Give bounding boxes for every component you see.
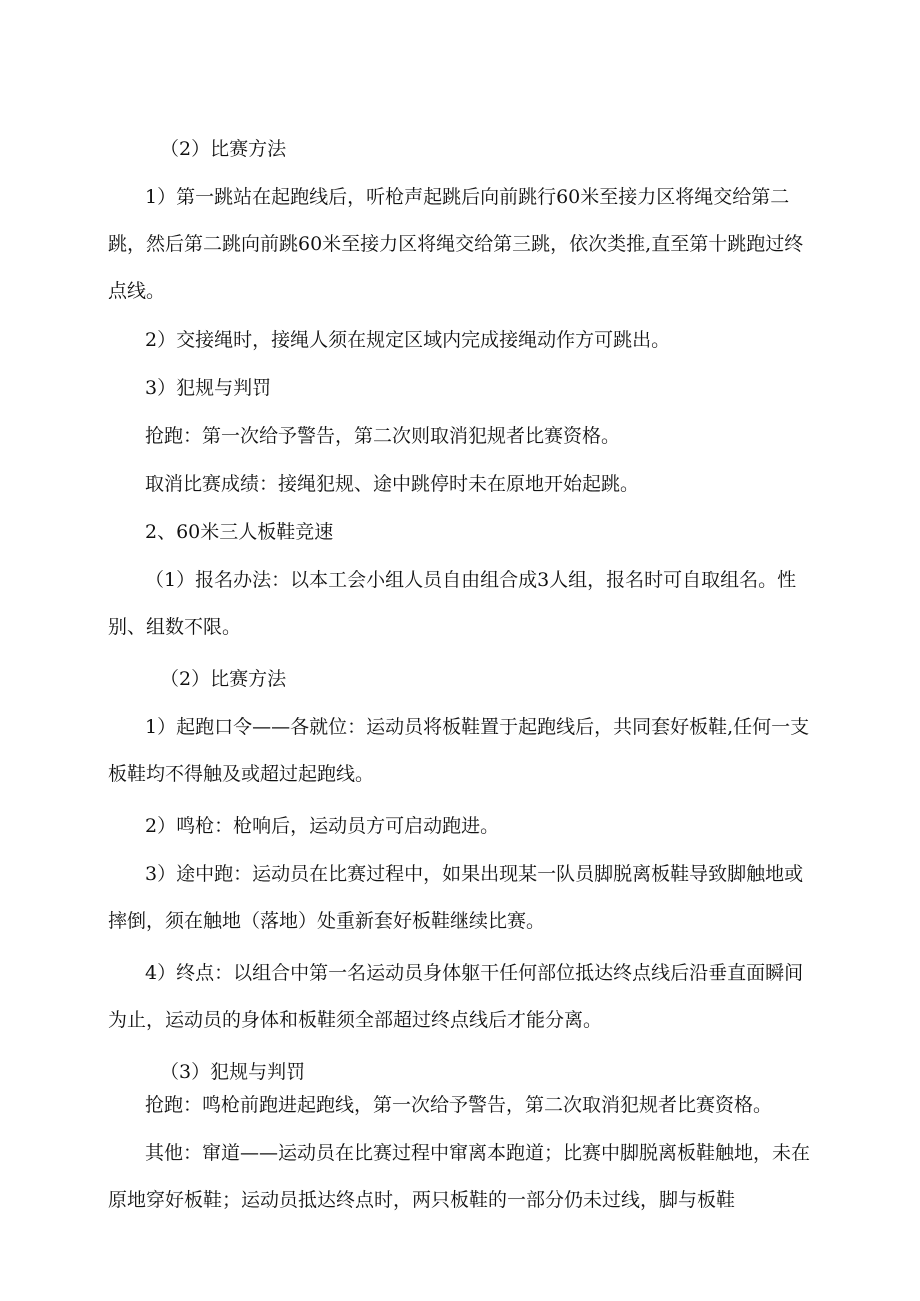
paragraph-other-fouls: 其他：窜道——运动员在比赛过程中窜离本跑道；比赛中脚脱离板鞋触地，未在原地穿好板鞋；运动员抵达终点时，两只板鞋的一部分仍未过线，脚与板鞋 — [108, 1142, 811, 1211]
paragraph-relay-rule-2: 2）交接绳时，接绳人须在规定区域内完成接绳动作方可跳出。 — [145, 329, 671, 351]
paragraph-midway-run: 3）途中跑：运动员在比赛过程中，如果出现某一队员脚脱离板鞋导致脚触地或摔倒，须在触地（落地）处重新套好板鞋继续比赛。 — [108, 863, 804, 932]
heading-fouls-penalties: 3）犯规与判罚 — [145, 377, 272, 399]
heading-competition-method-2: （2）比赛方法 — [160, 668, 287, 690]
paragraph-gunshot: 2）鸣枪：枪响后，运动员方可启动跑进。 — [145, 815, 500, 837]
paragraph-relay-rule-1: 1）第一跳站在起跑线后，听枪声起跳后向前跳行60米至接力区将绳交给第二跳，然后第二跳向前跳60米至接力区将绳交给第三跳，依次类推,直至第十跳跑过终点线。 — [108, 186, 804, 302]
heading-fouls-penalties-2: （3）犯规与判罚 — [160, 1061, 306, 1083]
paragraph-false-start-2: 抢跑：鸣枪前跑进起跑线，第一次给予警告，第二次取消犯规者比赛资格。 — [145, 1094, 773, 1116]
paragraph-start-command: 1）起跑口令——各就位：运动员将板鞋置于起跑线后，共同套好板鞋,任何一支板鞋均不得触及或超过起跑线。 — [108, 716, 810, 785]
heading-board-shoe-race: 2、60米三人板鞋竞速 — [145, 521, 334, 543]
paragraph-registration: （1）报名办法：以本工会小组人员自由组合成3人组，报名时可自取组名。性别、组数不限。 — [108, 569, 797, 638]
paragraph-false-start: 抢跑：第一次给予警告，第二次则取消犯规者比赛资格。 — [145, 425, 621, 447]
paragraph-finish: 4）终点：以组合中第一名运动员身体躯干任何部位抵达终点线后沿垂直面瞬间为止，运动员的身体和板鞋须全部超过终点线后才能分离。 — [108, 962, 804, 1031]
heading-competition-method: （2）比赛方法 — [160, 138, 287, 160]
paragraph-disqualification: 取消比赛成绩：接绳犯规、途中跳停时未在原地开始起跳。 — [145, 473, 640, 495]
